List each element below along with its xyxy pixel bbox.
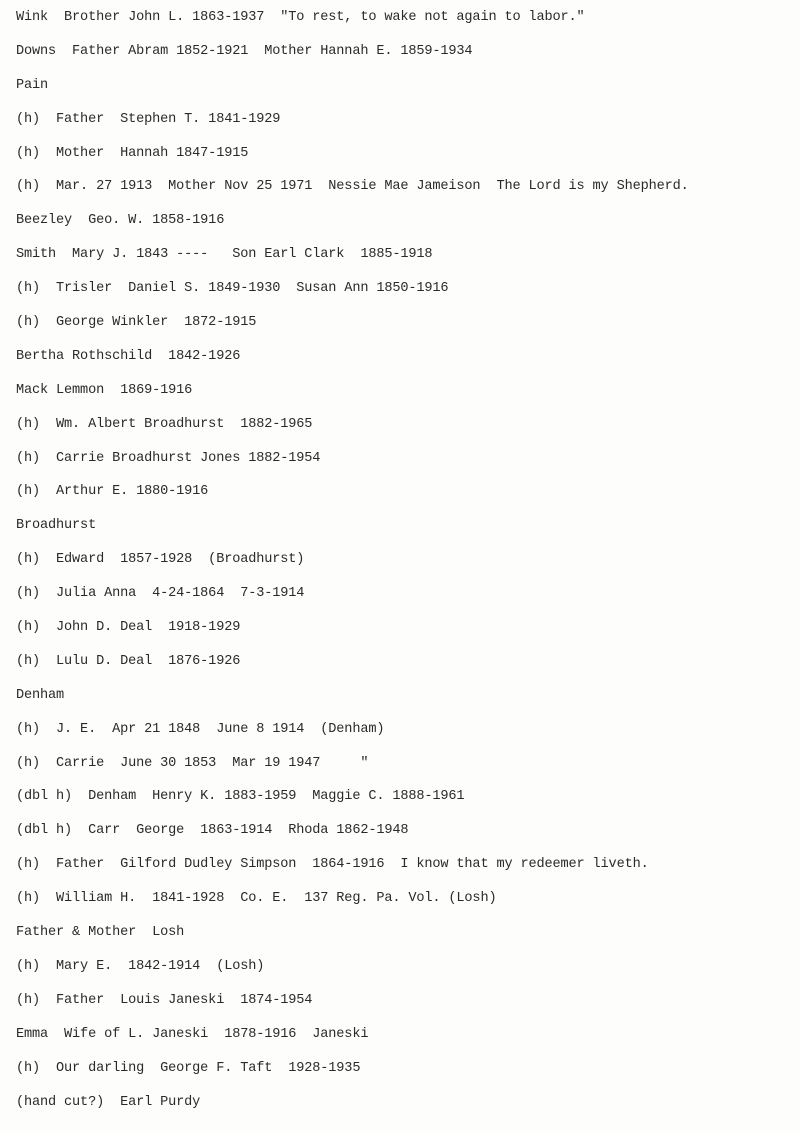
record-line: (h) Father Louis Janeski 1874-1954 [16,992,313,1008]
record-line: Bertha Rothschild 1842-1926 [16,348,241,364]
record-line: (h) Arthur E. 1880-1916 [16,484,209,500]
record-line: Beezley Geo. W. 1858-1916 [16,213,225,229]
record-line: Father & Mother Losh [16,925,185,941]
record-line: Emma Wife of L. Janeski 1878-1916 Janeski [16,1026,369,1042]
record-line: Broadhurst [16,518,97,534]
record-list [16,7,796,1125]
record-line: (h) Carrie Broadhurst Jones 1882-1954 [16,450,321,466]
record-line: (h) Father Gilford Dudley Simpson 1864-1916 I know that my redeemer liveth. [16,857,649,873]
record-line: Mack Lemmon 1869-1916 [16,382,193,398]
record-line: Smith Mary J. 1843 ---- Son Earl Clark 1885-1918 [16,247,433,263]
record-line: Wink Brother John L. 1863-1937 "To rest, to wake not again to labor." [16,10,585,25]
record-line: Pain [16,77,49,93]
record-line: (h) Mary E. 1842-1914 (Losh) [16,958,265,974]
record-line: (dbl h) Carr George 1863-1914 Rhoda 1862-1948 [16,823,409,839]
record-line: (h) J. E. Apr 21 1848 June 8 1914 (Denham) [16,721,385,737]
record-line: (h) Edward 1857-1928 (Broadhurst) [16,552,305,568]
record-line: (h) Carrie June 30 1853 Mar 19 1947 " [16,755,369,771]
record-line: (h) Trisler Daniel S. 1849-1930 Susan Ann 1850-1916 [16,281,449,297]
record-line: (h) Wm. Albert Broadhurst 1882-1965 [16,416,313,432]
record-line: (h) Mother Hannah 1847-1915 [16,145,249,161]
record-line: (h) Mar. 27 1913 Mother Nov 25 1971 Nessie Mae Jameison The Lord is my Shepherd. [16,179,689,195]
record-line: Denham [16,687,65,703]
record-line: (hand cut?) Earl Purdy [16,1094,201,1110]
record-line: (h) Julia Anna 4-24-1864 7-3-1914 [16,586,305,602]
record-line: (h) George Winkler 1872-1915 [16,315,257,331]
record-line: (h) Our darling George F. Taft 1928-1935 [16,1060,361,1076]
record-line: (h) William H. 1841-1928 Co. E. 137 Reg. Pa. Vol. (Losh) [16,891,497,907]
record-line: (h) Father Stephen T. 1841-1929 [16,111,281,127]
record-line: (h) Lulu D. Deal 1876-1926 [16,653,241,669]
record-line: Downs Father Abram 1852-1921 Mother Hannah E. 1859-1934 [16,43,473,59]
record-line: (h) John D. Deal 1918-1929 [16,620,241,636]
record-line: (dbl h) Denham Henry K. 1883-1959 Maggie C. 1888-1961 [16,789,465,805]
